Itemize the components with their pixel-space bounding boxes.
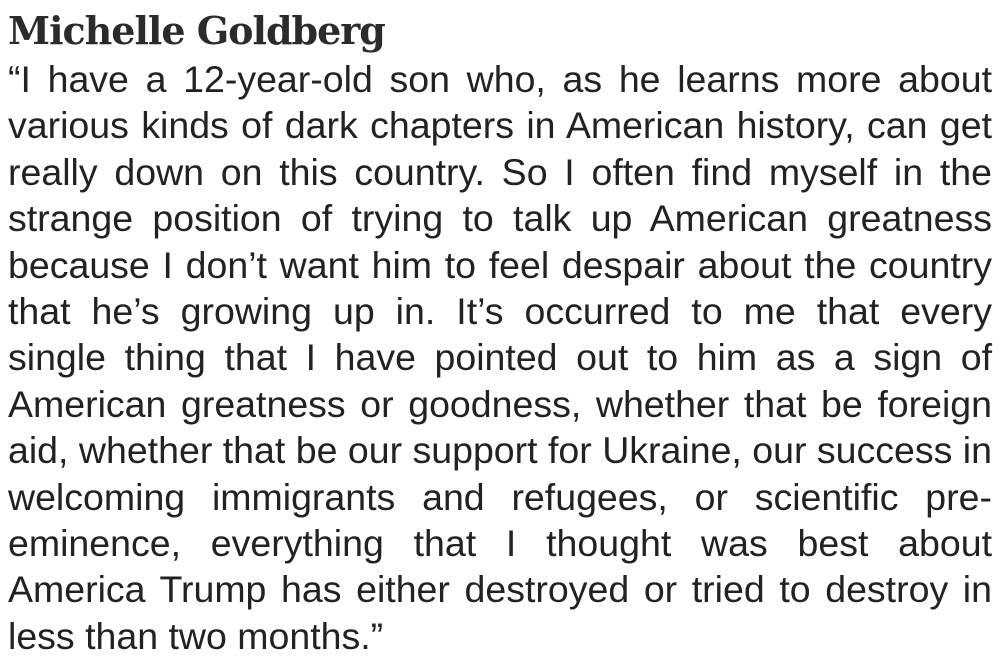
author-name: Michelle Goldberg [8,8,385,53]
quote-text: “I have a 12-year-old son who, as he learns more about various kinds of dark chapters in American history, can get really down on this country. So I often find myself in the strange position of trying to talk up American greatness because I don’t want him to feel despair about the country that he’s growing up in. It’s occurred to me that every single thing that I have pointed out to him as a sign of American greatness or goodness, whether that be foreign aid, whether that be our support for Ukraine, our success in welcoming immigrants and refugees, or scientific pre-eminence, everything that I thought was best about America Trump has either destroyed or tried to destroy in less than two months.” [8,58,992,657]
